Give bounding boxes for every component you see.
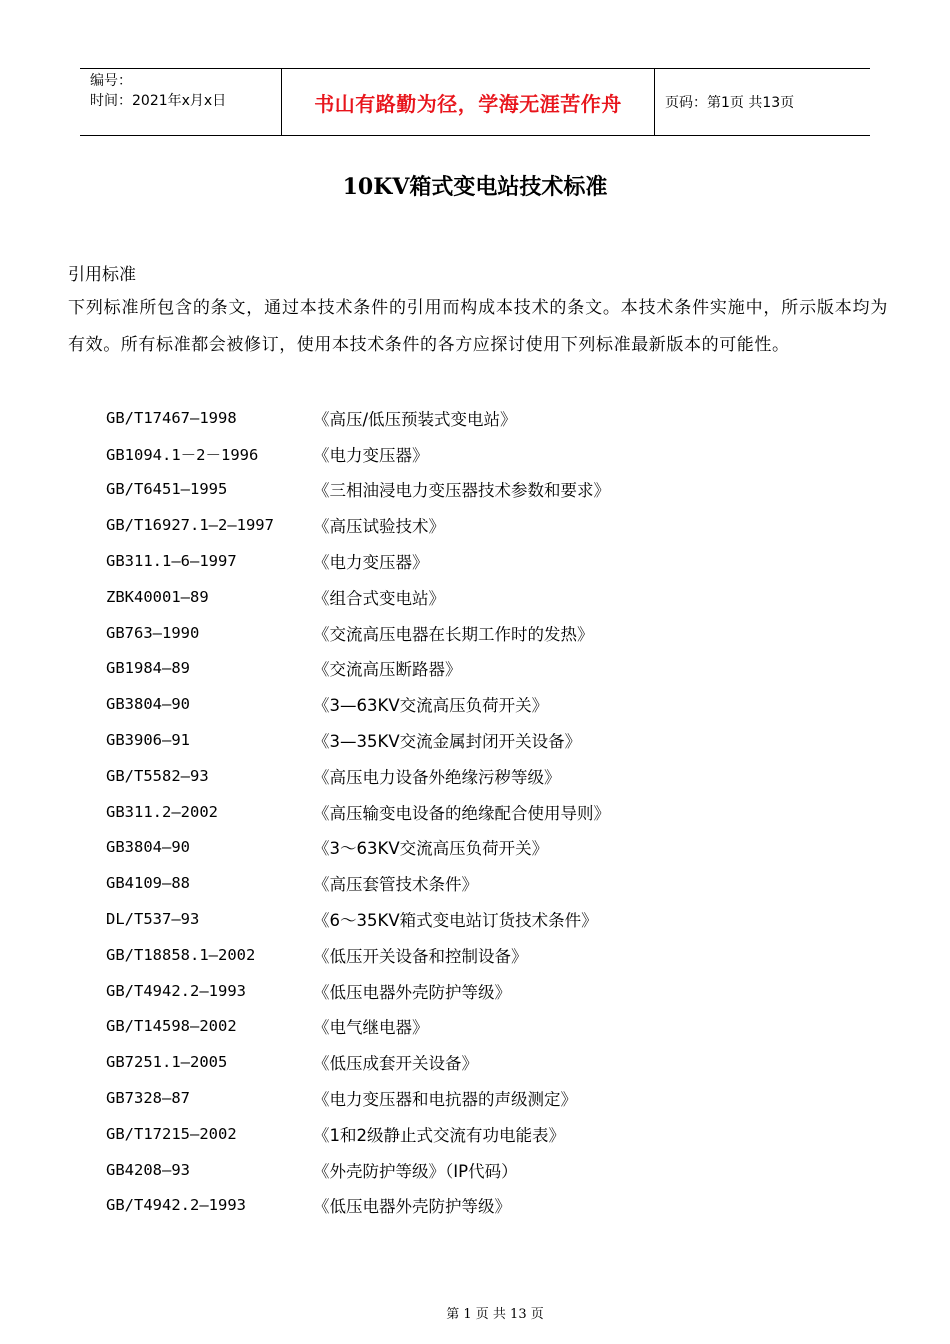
standard-code: GB/T17215—2002 xyxy=(106,1124,237,1143)
standard-code: GB4208—93 xyxy=(106,1160,190,1179)
standard-code: GB/T18858.1—2002 xyxy=(106,945,256,964)
standard-code: ZBK40001—89 xyxy=(106,587,209,606)
standard-row xyxy=(106,472,866,508)
standard-title: 《外壳防护等级》（IP代码） xyxy=(313,1161,518,1181)
document-title: 10KV箱式变电站技术标准 xyxy=(342,174,608,200)
standard-title: 《交流高压断路器》 xyxy=(313,660,462,680)
standard-row xyxy=(106,1009,866,1045)
standard-row xyxy=(106,758,866,794)
page-footer: 第 1 页 共 13 页 xyxy=(446,1307,544,1322)
standard-row xyxy=(106,865,866,901)
standard-title: 《电力变压器》 xyxy=(313,445,429,465)
standard-code: DL/T537—93 xyxy=(106,910,200,929)
standard-row xyxy=(106,686,866,722)
section-heading: 引用标准 xyxy=(68,265,136,285)
standard-row xyxy=(106,651,866,687)
standard-title: 《低压电器外壳防护等级》 xyxy=(313,982,511,1002)
document-time-label: 时间：2021年x月x日 xyxy=(90,93,227,109)
standard-row xyxy=(106,1152,866,1188)
standard-code: GB763—1990 xyxy=(106,623,200,642)
standard-code: GB/T4942.2—1993 xyxy=(106,981,246,1000)
standard-title: 《低压开关设备和控制设备》 xyxy=(313,946,528,966)
standard-row xyxy=(106,1080,866,1116)
standard-code: GB/T14598—2002 xyxy=(106,1017,237,1036)
standard-code: GB4109—88 xyxy=(106,874,190,893)
standard-row xyxy=(106,973,866,1009)
standard-title: 《电力变压器》 xyxy=(313,553,429,573)
standard-row xyxy=(106,722,866,758)
header-page-info: 页码：第1页 共13页 xyxy=(665,95,795,111)
standard-title: 《3—63KV交流高压负荷开关》 xyxy=(313,696,549,716)
standard-code: GB7251.1—2005 xyxy=(106,1053,228,1072)
standard-row xyxy=(106,1044,866,1080)
header-meta-cell xyxy=(80,69,281,135)
standard-title: 《低压电器外壳防护等级》 xyxy=(313,1197,511,1217)
standard-code: GB311.2—2002 xyxy=(106,802,218,821)
standard-code: GB3906—91 xyxy=(106,731,190,750)
standard-code: GB/T17467—1998 xyxy=(106,408,237,427)
header-page-cell xyxy=(655,69,870,135)
standard-title: 《高压套管技术条件》 xyxy=(313,875,478,895)
standard-code: GB3804—90 xyxy=(106,695,190,714)
standard-row xyxy=(106,1188,866,1224)
standard-code: GB1984—89 xyxy=(106,659,190,678)
header-table xyxy=(80,68,870,136)
standard-title: 《三相油浸电力变压器技术参数和要求》 xyxy=(313,481,610,501)
standard-title: 《交流高压电器在长期工作时的发热》 xyxy=(313,624,594,644)
standard-title: 《组合式变电站》 xyxy=(313,588,445,608)
standard-title: 《高压试验技术》 xyxy=(313,517,445,537)
standard-row xyxy=(106,507,866,543)
standard-code: GB/T6451—1995 xyxy=(106,480,228,499)
standard-code: GB1094.1－2－1996 xyxy=(106,445,259,464)
standard-row xyxy=(106,937,866,973)
header-motto-cell xyxy=(281,69,655,135)
standard-row xyxy=(106,901,866,937)
standard-title: 《高压电力设备外绝缘污秽等级》 xyxy=(313,767,561,787)
standard-code: GB3804—90 xyxy=(106,838,190,857)
standard-title: 《低压成套开关设备》 xyxy=(313,1054,478,1074)
standard-title: 《高压/低压预装式变电站》 xyxy=(313,409,517,429)
standard-code: GB311.1—6—1997 xyxy=(106,552,237,571)
standard-title: 《3～63KV交流高压负荷开关》 xyxy=(313,839,549,859)
standard-row xyxy=(106,830,866,866)
intro-paragraph: 下列标准所包含的条文，通过本技术条件的引用而构成本技术的条文。本技术条件实施中，所示版本均为有效。所有标准都会被修订，使用本技术条件的各方应探讨使用下列标准最新版本的可能性。 xyxy=(68,298,888,355)
standard-code: GB7328—87 xyxy=(106,1089,190,1108)
document-number-label: 编号： xyxy=(90,73,132,89)
standard-row xyxy=(106,1116,866,1152)
standard-title: 《高压输变电设备的绝缘配合使用导则》 xyxy=(313,803,610,823)
header-motto: 书山有路勤为径，学海无涯苦作舟 xyxy=(314,91,622,116)
standard-row xyxy=(106,400,866,436)
standard-title: 《6～35KV箱式变电站订货技术条件》 xyxy=(313,911,598,931)
standard-code: GB/T16927.1—2—1997 xyxy=(106,516,274,535)
standard-title: 《电力变压器和电抗器的声级测定》 xyxy=(313,1090,577,1110)
standard-row xyxy=(106,615,866,651)
standard-row xyxy=(106,543,866,579)
standard-code: GB/T4942.2—1993 xyxy=(106,1196,246,1215)
standard-title: 《电气继电器》 xyxy=(313,1018,429,1038)
standard-row xyxy=(106,794,866,830)
standard-title: 《3—35KV交流金属封闭开关设备》 xyxy=(313,732,582,752)
standard-title: 《1和2级静止式交流有功电能表》 xyxy=(313,1125,565,1145)
standard-code: GB/T5582—93 xyxy=(106,766,209,785)
standard-row xyxy=(106,436,866,472)
standard-row xyxy=(106,579,866,615)
standards-list xyxy=(106,400,866,1223)
